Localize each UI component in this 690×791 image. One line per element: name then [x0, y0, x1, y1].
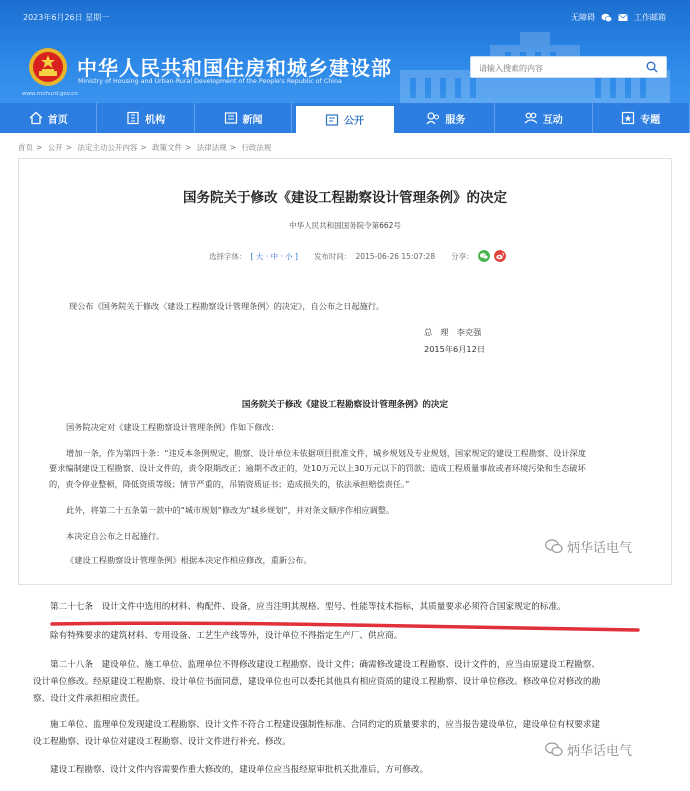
nav-label: 专题 — [640, 114, 661, 126]
article-28-line-1: 第二十八条 建设单位、施工单位、监理单位不得修改建设工程勘察、设计文件；确需修改建设工程勘察、设计文件的，应当由原建设工程勘察、 — [50, 660, 601, 670]
font-size-switcher[interactable]: [ 大 · 中 · 小 ] — [250, 251, 298, 261]
paragraph-2-line-2: 要求编制建设工程勘察、设计文件的，责令限期改正；逾期不改正的，处10万元以上30万元以下的罚款；造成工程质量事故或者环境污染和生态破坏 — [49, 463, 586, 473]
news-icon — [224, 111, 238, 125]
article-card — [18, 158, 672, 585]
open-icon — [325, 113, 339, 127]
signer: 总 理 李克强 — [424, 327, 482, 337]
site-url: www.mohurd.gov.cn — [22, 91, 78, 97]
decision-subtitle: 国务院关于修改《建设工程勘察设计管理条例》的决定 — [241, 400, 449, 410]
breadcrumb-item[interactable]: 政策文件 — [152, 143, 183, 152]
interact-icon — [524, 111, 538, 125]
article-28-line-2: 设计单位修改。经原建设工程勘察、设计单位书面同意，建设单位也可以委托其他具有相应资质的建设工程勘察、设计单位修改。修改单位对修改的勘 — [33, 677, 601, 687]
publish-label: 发布时间： — [313, 251, 352, 261]
article-27: 第二十七条 设计文件中选用的材料、构配件、设备，应当注明其规格、型号、性能等技术指标，其质量要求必须符合国家规定的标准。 — [50, 602, 566, 612]
site-subtitle: Ministry of Housing and Urban-Rural Development of the People's Republic of China — [78, 78, 342, 85]
sign-date: 2015年6月12日 — [424, 344, 486, 354]
nav-label: 公开 — [343, 116, 364, 127]
accessibility-link[interactable]: 无障碍 — [571, 13, 595, 22]
nav-item-service[interactable] — [398, 103, 495, 133]
nav-item-open[interactable] — [296, 106, 393, 133]
search-icon[interactable] — [646, 61, 658, 73]
intro-paragraph: 现公布《国务院关于修改〈建设工程勘察设计管理条例〉的决定》，自公布之日起施行。 — [69, 301, 385, 311]
nav-item-news[interactable] — [195, 103, 292, 133]
breadcrumb: 首页 > 公开 > 法定主动公开内容 > 政策文件 > 法律法规 > 行政法规 — [18, 143, 272, 152]
mail-icon[interactable] — [618, 13, 628, 22]
breadcrumb-item[interactable]: 首页 — [18, 143, 33, 152]
watermark-text: 炳华话电气 — [567, 541, 633, 556]
article-title: 国务院关于修改《建设工程勘察设计管理条例》的决定 — [183, 190, 507, 206]
wechat-watermark-icon — [545, 539, 563, 554]
paragraph-5: 《建设工程勘察设计管理条例》根据本决定作相应修改，重新公布。 — [66, 555, 312, 565]
paragraph-4: 本决定自公布之日起施行。 — [66, 531, 165, 541]
paragraph-major-modification: 建设工程勘察、设计文件内容需要作重大修改的，建设单位应当报经原审批机关批准后，方可修改。 — [50, 765, 429, 775]
paragraph-construction-line-2: 设工程勘察、设计单位对建设工程勘察、设计文件进行补充、修改。 — [33, 737, 291, 747]
nav-label: 新闻 — [242, 114, 263, 126]
service-icon — [426, 111, 440, 125]
main-nav — [0, 103, 690, 133]
header-date: 2023年6月26日 星期一 — [23, 13, 110, 22]
breadcrumb-item[interactable]: 法定主动公开内容 — [77, 143, 138, 152]
work-email-link[interactable]: 工作邮箱 — [634, 13, 666, 22]
topic-icon — [621, 111, 635, 125]
paragraph-2-line-3: 的，责令停业整顿，降低资质等级；情节严重的，吊销资质证书；造成损失的，依法承担赔偿责任。” — [49, 479, 410, 489]
national-emblem-icon — [28, 47, 68, 87]
wechat-icon[interactable] — [601, 13, 612, 23]
building-icon — [126, 111, 140, 125]
header-top-links — [571, 12, 666, 23]
nav-item-topic[interactable] — [593, 103, 690, 133]
publish-time: 2015-06-26 15:07:28 — [355, 251, 436, 261]
breadcrumb-item[interactable]: 行政法规 — [241, 143, 272, 152]
watermark — [545, 740, 632, 759]
font-size-label: 选择字体： — [209, 251, 247, 261]
breadcrumb-item[interactable]: 法律法规 — [196, 143, 227, 152]
watermark — [545, 537, 632, 556]
nav-label: 互动 — [542, 114, 563, 126]
search-box — [470, 56, 667, 78]
wechat-watermark-icon — [545, 742, 563, 757]
article-meta — [209, 250, 506, 262]
nav-label: 首页 — [47, 114, 68, 126]
paragraph-3: 此外，将第二十五条第一款中的“城市规划”修改为“城乡规划”，并对条文顺序作相应调整。 — [66, 505, 395, 515]
nav-item-interact[interactable] — [495, 103, 592, 133]
article-28-line-3: 察、设计文件承担相应责任。 — [33, 694, 145, 704]
wechat-share-icon[interactable] — [478, 250, 490, 262]
home-icon — [29, 111, 43, 125]
decree-number: 中华人民共和国国务院令第662号 — [289, 221, 401, 230]
watermark-text: 炳华话电气 — [567, 744, 633, 759]
breadcrumb-item[interactable]: 公开 — [47, 143, 63, 152]
nav-item-institution[interactable] — [97, 103, 194, 133]
site-title: 中华人民共和国住房和城乡建设部 — [77, 56, 392, 80]
nav-item-home[interactable] — [0, 103, 97, 133]
paragraph-2-line-1: 增加一条，作为第四十条：“违反本条例规定，勘察、设计单位未依据项目批准文件，城乡规划及专业规划，国家规定的建设工程勘察、设计深度 — [66, 448, 587, 458]
site-header — [0, 0, 690, 103]
share-label: 分享： — [451, 251, 474, 261]
article-27-paragraph-2: 除有特殊要求的建筑材料、专用设备、工艺生产线等外，设计单位不得指定生产厂、供应商。 — [50, 631, 403, 641]
search-input[interactable] — [477, 57, 641, 79]
nav-label: 服务 — [445, 114, 466, 126]
nav-label: 机构 — [145, 114, 166, 126]
paragraph-1: 国务院决定对《建设工程勘察设计管理条例》作如下修改： — [66, 422, 279, 432]
paragraph-construction-line-1: 施工单位、监理单位发现建设工程勘察、设计文件不符合工程建设强制性标准、合同约定的质量要求的，应当报告建设单位，建设单位有权要求建 — [50, 720, 601, 730]
weibo-share-icon[interactable] — [494, 250, 506, 262]
